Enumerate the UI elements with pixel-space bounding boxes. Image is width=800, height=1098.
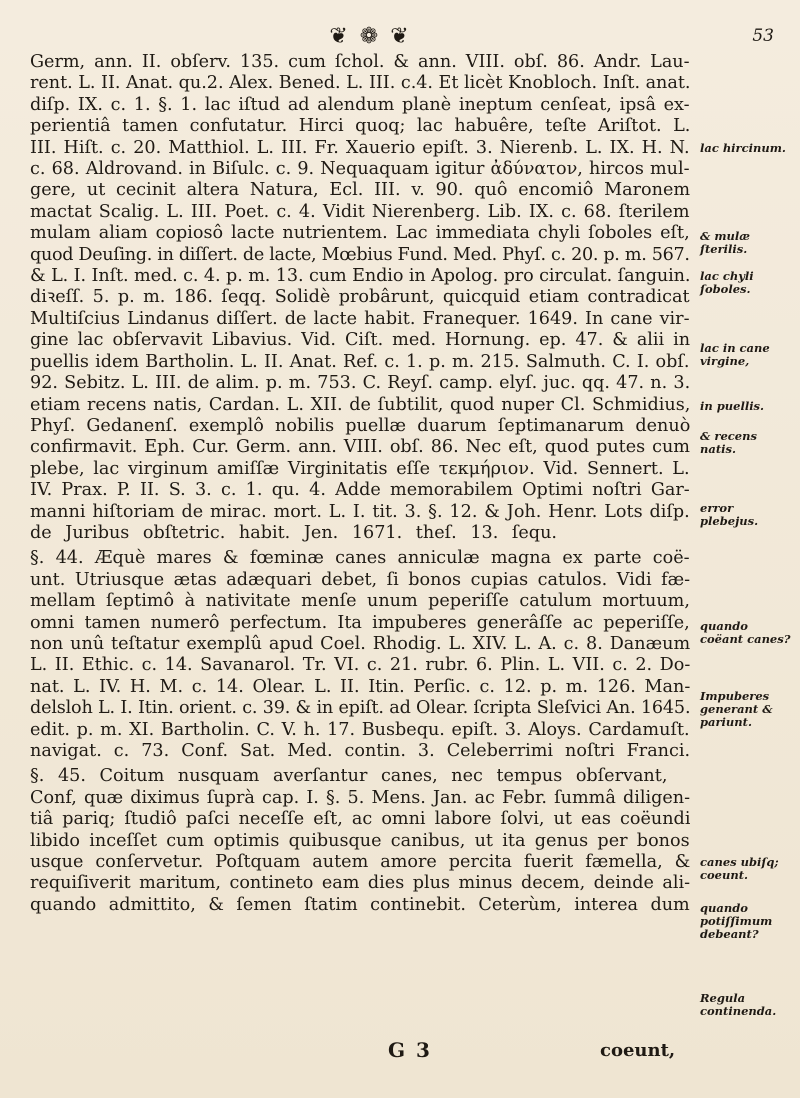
text-line: libido inceſſet cum optimis quibusque canibus, ut ita genus per bonos [30,830,690,851]
text-line: mactat Scalig. L. III. Poet. c. 4. Vidit Nierenberg. Lib. IX. c. 68. ſterilem [30,201,690,222]
margin-note: Regula continenda. [700,991,777,1018]
text-line: Germ, ann. II. obſerv. 135. cum ſchol. & ann. VIII. obſ. 86. Andr. Lau- [30,52,690,72]
text-line: mellam ſeptimô à nativitate menſe unum peperiſſe catulum mortuum, [30,591,690,612]
text-line: quando admittito, & ſemen ſtatim continebit. Ceterùm, interea dum [30,894,690,915]
text-line: & L. I. Inſt. med. c. 4. p. m. 13. cum Endio in Apolog. pro circulat. ſanguin. [30,266,690,287]
text-line: 92. Sebitz. L. III. de alim. p. m. 753. C. Reyſ. camp. elyſ. juc. qq. 47. n. 3. [30,373,690,394]
text-line: de Juribus obſtetric. habit. Jen. 1671. theſ. 13. ſequ. [30,522,557,543]
catchword: coeunt, [600,1040,676,1061]
text-line: III. Hiſt. c. 20. Matthiol. L. III. Fr. Xauerio epiſt. 3. Nierenb. L. IX. H. N. [30,137,690,158]
text-line: c. 68. Aldrovand. in Biſulc. c. 9. Nequaquam igitur ἀδύνατον, hircos mul- [30,159,690,180]
fleuron-left-icon: ❦ [329,23,350,49]
text-line: rent. L. II. Anat. qu.2. Alex. Bened. L. III. c.4. Et licèt Knobloch. Inſt. anat. [30,73,690,94]
signature-mark: G 3 [388,1038,432,1062]
text-line: mulam aliam copiosô lacte nutrientem. Lac immediata chyli ſoboles eſt, [30,223,690,244]
main-text-block [30,52,690,916]
text-line: diſp. IX. c. 1. §. 1. lac iſtud ad alendum planè ineptum cenſeat, ipsâ ex- [30,94,690,115]
margin-note: lac chyli ſoboles. [700,269,754,296]
text-line: etiam recens natis, Cardan. L. XII. de ſubtilit, quod nuper Cl. Schmidius, [30,394,690,415]
text-line: §. 44. Æquè mares & fœminæ canes anniculæ magna ex parte coë- [30,548,690,569]
margin-note: Impuberes generant & pariunt. [700,689,773,729]
margin-note: & mulæ ſterilis. [700,229,750,256]
margin-note: in puellis. [700,399,765,413]
text-line: edit. p. m. XI. Bartholin. C. V. h. 17. Busbequ. epiſt. 3. Aloys. Cardamuſt. [30,719,690,740]
text-line: §. 45. Coitum nusquam averſantur canes, nec tempus obſervant, [30,766,668,787]
text-line: quod Deuſing. in diſſert. de lacte, Mœbius Fund. Med. Phyſ. c. 20. p. m. 567. [30,244,690,265]
text-line: delsloh L. I. Itin. orient. c. 39. & in epiſt. ad Olear. ſcripta Sleſvici An. 1645. [30,698,690,719]
margin-note: quando potiſſimum debeant? [700,901,773,941]
text-line: gine lac obſervavit Libavius. Vid. Ciſt. med. Hornung. ep. 47. & alii in [30,330,690,351]
margin-note: lac in cane virgine, [700,341,770,368]
text-line: confirmavit. Eph. Cur. Germ. ann. VIII. obſ. 86. Nec eſt, quod putes cum [30,437,690,458]
text-line: requiſiverit maritum, contineto eam dies plus minus decem, deinde ali- [30,873,690,894]
text-line: L. II. Ethic. c. 14. Savanarol. Tr. VI. c. 21. rubr. 6. Plin. L. VII. c. 2. Do- [30,655,690,676]
text-line: omni tamen numerô perfectum. Ita impuberes generâſſe ac peperiſſe, [30,612,690,633]
text-line: Phyſ. Gedanenſ. exemplô nobilis puellæ duarum ſeptimanarum denuò [30,415,690,436]
text-line: manni hiſtoriam de mirac. mort. L. I. tit. 3. §. 12. & Joh. Henr. Lots diſp. [30,501,690,522]
margin-note: quando coëant canes? [700,619,791,646]
text-line: IV. Prax. P. II. S. 3. c. 1. qu. 4. Adde memorabilem Optimi noſtri Gar- [30,480,690,501]
margin-note: error plebejus. [700,501,759,528]
text-line: unt. Utriusque ætas adæquari debet, ſi bonos cupias catulos. Vidi fæ- [30,569,690,590]
fleuron-center-icon: ❁ [359,23,381,49]
text-line: Conf, quæ diximus ſuprà cap. I. §. 5. Mens. Jan. ac Febr. ſummâ diligen- [30,787,690,808]
text-line: navigat. c. 73. Conf. Sat. Med. contin. 3. Celeberrimi noſtri Franci. [30,741,690,761]
margin-note: & recens natis. [700,429,757,456]
margin-note: lac hircinum. [700,141,786,155]
text-line: perientiâ tamen confutatur. Hirci quoq; lac habuêre, teſte Ariſtot. L. [30,116,690,137]
printers-ornament [305,22,435,50]
margin-note: canes ubiſq; coeunt. [700,855,779,882]
text-line: tiâ pariq; ſtudiô paſci neceſſe eſt, ac omni labore ſolvi, ut eas coëundi [30,809,690,830]
page-header [0,22,800,52]
text-line: nat. L. IV. H. M. c. 14. Olear. L. II. Itin. Perſic. c. 12. p. m. 126. Man- [30,676,690,697]
text-line: Multiſcius Lindanus diſſert. de lacte habit. Franequer. 1649. In cane vir- [30,308,690,329]
text-line: plebe, lac virginum amiſſæ Virginitatis eſſe τεκμήριον. Vid. Sennert. L. [30,458,690,479]
text-line: usque conſervetur. Poſtquam autem amore percita fuerit fæmella, & [30,852,690,873]
page-footer [0,1038,800,1068]
fleuron-right-icon: ❦ [390,23,411,49]
text-line: non unû teſtatur exemplû apud Coel. Rhodig. L. XIV. L. A. c. 8. Danæum [30,633,690,654]
page-number: 53 [752,26,774,46]
text-line: gere, ut cecinit altera Natura, Ecl. III. v. 90. quô encomiô Maronem [30,180,690,201]
text-line: puellis idem Bartholin. L. II. Anat. Ref. c. 1. p. m. 215. Salmuth. C. I. obſ. [30,351,690,372]
text-line: diꝛeſſ. 5. p. m. 186. ſeqq. Solidè probârunt, quicquid etiam contradicat [30,287,690,308]
